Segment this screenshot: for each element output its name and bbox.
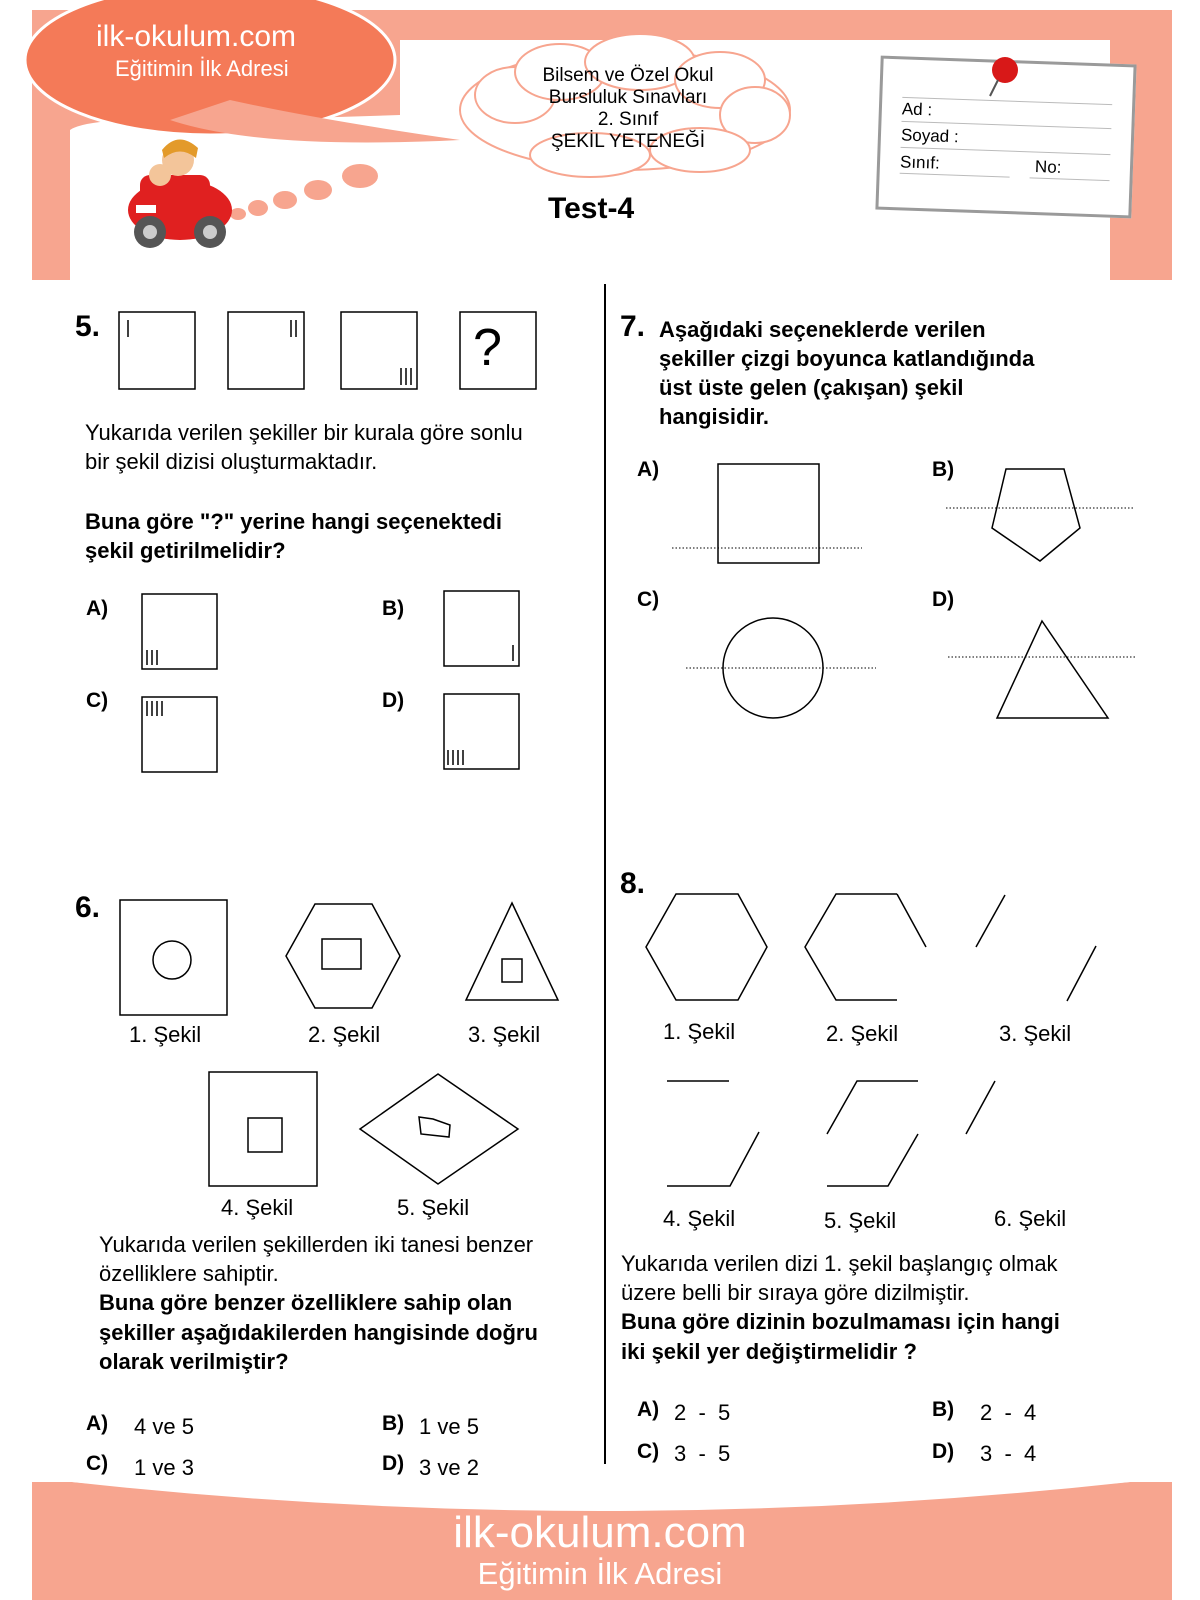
brand-name: ilk-okulum.com [96, 20, 297, 53]
class-label: Sınıf: [899, 152, 941, 173]
q8-answer-c: 3 - 5 [674, 1441, 731, 1466]
q6-answer-a: 4 ve 5 [134, 1414, 194, 1439]
exam-line: 2. Sınıf [597, 109, 659, 130]
q8-text: üzere belli bir sıraya göre dizilmiştir. [621, 1280, 970, 1305]
q8-option-c[interactable]: C) [637, 1440, 660, 1463]
q8-option-a[interactable]: A) [637, 1398, 660, 1421]
q6-answer-b: 1 ve 5 [419, 1414, 479, 1439]
q7-ask: hangisidir. [659, 404, 770, 429]
q8-answer-d: 3 - 4 [980, 1441, 1037, 1466]
number-label: No: [1034, 157, 1062, 177]
q7-option-c[interactable]: C) [637, 588, 660, 611]
q6-option-a[interactable]: A) [86, 1412, 109, 1435]
q5-ask: şekil getirilmelidir? [85, 538, 286, 563]
q8-figure-label: 2. Şekil [826, 1021, 899, 1046]
q8-figure-label: 6. Şekil [994, 1206, 1067, 1231]
q8-text: Yukarıda verilen dizi 1. şekil başlangıç olmak [621, 1251, 1058, 1276]
q6-ask: Buna göre benzer özelliklere sahip olan [99, 1290, 513, 1315]
q5-text: bir şekil dizisi oluşturmaktadır. [85, 449, 378, 474]
q5-option-a[interactable]: A) [86, 597, 109, 620]
q6-text: özelliklere sahiptir. [99, 1261, 279, 1286]
q8-figure-label: 4. Şekil [663, 1206, 736, 1231]
q5-option-c[interactable]: C) [86, 689, 109, 712]
q6-figure-label: 1. Şekil [129, 1022, 202, 1047]
q6-ask: şekiller aşağıdakilerden hangisinde doğru [99, 1320, 538, 1345]
q8-ask: Buna göre dizinin bozulmaması için hangi [621, 1309, 1060, 1334]
question-number: 8. [620, 867, 646, 900]
question-number: 5. [75, 310, 101, 343]
q5-ask: Buna göre "?" yerine hangi seçenektedi [85, 509, 502, 534]
exam-line: ŞEKİL YETENEĞİ [550, 131, 706, 152]
q6-option-b[interactable]: B) [382, 1412, 405, 1435]
q8-figure-label: 5. Şekil [824, 1208, 897, 1233]
q6-figure-label: 2. Şekil [308, 1022, 381, 1047]
question-number: 7. [620, 310, 646, 343]
name-label: Ad : [901, 99, 933, 120]
q8-figure-label: 1. Şekil [663, 1019, 736, 1044]
q6-answer-d: 3 ve 2 [419, 1455, 479, 1480]
q8-answer-a: 2 - 5 [674, 1400, 731, 1425]
q5-option-b[interactable]: B) [382, 597, 405, 620]
q8-answer-b: 2 - 4 [980, 1400, 1037, 1425]
surname-label: Soyad : [900, 125, 959, 147]
q8-figure-label: 3. Şekil [999, 1021, 1072, 1046]
q7-ask: üst üste gelen (çakışan) şekil [659, 375, 964, 400]
question-number: 6. [75, 891, 101, 924]
exam-line: Bilsem ve Özel Okul [542, 65, 714, 86]
q5-text: Yukarıda verilen şekiller bir kurala göre sonlu [85, 420, 523, 445]
q6-ask: olarak verilmiştir? [99, 1349, 289, 1374]
q6-option-d[interactable]: D) [382, 1452, 405, 1475]
test-title: Test-4 [548, 192, 635, 225]
q5-option-d[interactable]: D) [382, 689, 405, 712]
question-mark: ? [473, 319, 502, 377]
q7-option-b[interactable]: B) [932, 458, 955, 481]
q6-text: Yukarıda verilen şekillerden iki tanesi benzer [99, 1232, 534, 1257]
q7-option-a[interactable]: A) [637, 458, 660, 481]
q6-figure-label: 3. Şekil [468, 1022, 541, 1047]
q8-option-d[interactable]: D) [932, 1440, 955, 1463]
brand-slogan: Eğitimin İlk Adresi [115, 56, 289, 81]
q6-figure-label: 5. Şekil [397, 1195, 470, 1220]
q6-answer-c: 1 ve 3 [134, 1455, 194, 1480]
footer-brand-name: ilk-okulum.com [453, 1508, 747, 1557]
footer-brand-slogan: Eğitimin İlk Adresi [477, 1556, 723, 1591]
q8-ask: iki şekil yer değiştirmelidir ? [621, 1339, 917, 1364]
q8-option-b[interactable]: B) [932, 1398, 955, 1421]
q6-option-c[interactable]: C) [86, 1452, 109, 1475]
q7-option-d[interactable]: D) [932, 588, 955, 611]
q7-ask: Aşağıdaki seçeneklerde verilen [659, 317, 986, 342]
q6-figure-label: 4. Şekil [221, 1195, 294, 1220]
exam-line: Bursluluk Sınavları [548, 87, 708, 108]
q7-ask: şekiller çizgi boyunca katlandığında [659, 346, 1035, 371]
